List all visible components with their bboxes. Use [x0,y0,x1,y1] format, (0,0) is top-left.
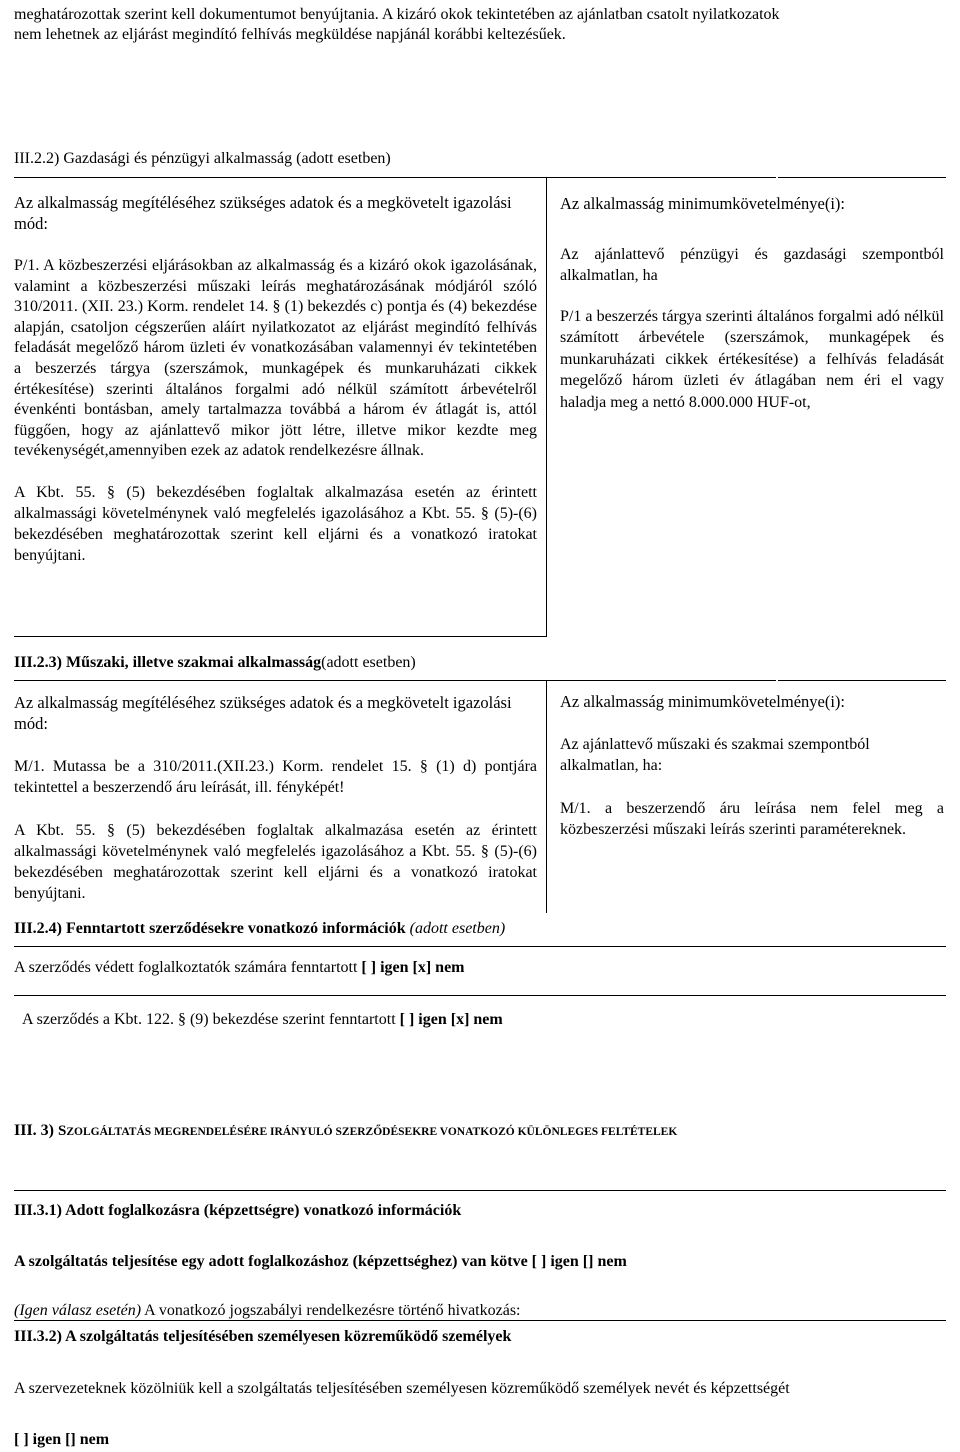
table-322-left-cell [14,192,537,566]
323-right-intro: Az ajánlattevő műszaki és szakmai szempontból alkalmatlan, ha: [560,736,870,774]
heading-324-title: III.2.4) Fenntartott szerződésekre vonatkozó információk [14,920,406,937]
table-323-top-left-rule [14,680,776,681]
note-331 [14,1301,521,1321]
section-33-rule [14,1190,946,1191]
line-331: A szolgáltatás teljesítése egy adott foglalkozáshoz (képzettséghez) van kötve [ ] igen [] nem [14,1253,627,1270]
note-331-italic: (Igen válasz esetén) [14,1302,142,1319]
section-heading-322 [14,149,391,169]
reserved-line-2-text: A szerződés a Kbt. 122. § (9) bekezdése szerint fenntartott [22,1011,396,1028]
reserved-line-1-text: A szerződés védett foglalkoztatók számára fenntartott [14,959,358,976]
322-right-intro: Az ajánlattevő pénzügyi és gazdasági szempontból alkalmatlan, ha [560,246,944,284]
line-332: A szervezeteknek közölniük kell a szolgáltatás teljesítésében személyesen közreműködő személyek nevét és képzettségét [14,1380,790,1397]
323-right-header: Az alkalmasság minimumkövetelménye(i): [560,692,846,711]
section-324-rule [14,946,946,947]
heading-323-title: III.2.3) Műszaki, illetve szakmai alkalmasság [14,654,322,671]
heading-322-note: (adott esetben) [296,150,391,167]
table-322-bottom-rule [14,636,546,637]
323-right-body: M/1. a beszerzendő áru leírása nem felel meg a közbeszerzési műszaki leírás szerinti paramétereknek. [560,800,944,838]
table-322-top-left-rule [14,177,776,178]
heading-33-rest: ZOLGÁLTATÁS MEGRENDELÉSÉRE IRÁNYULÓ SZERZŐDÉSEKRE VONATKOZÓ KÜLÖNLEGES FELTÉTELEK [66,1126,678,1138]
322-left-kbt: A Kbt. 55. § (5) bekezdésében foglaltak alkalmazása esetén az érintett alkalmassági követelménynek való megfelelés igazolásához a Kbt. 55. § (5)-(6) bekezdésében meghatározottak szerint kell eljárni és a vonatkozó iratokat benyújtani. [14,483,537,564]
323-left-body: M/1. Mutassa be a 310/2011.(XII.23.) Korm. rendelet 15. § (1) d) pontjára tekintettel a beszerzendő áru leírását, ill. fényképét! [14,758,537,796]
reserved-line-1-choice: [ ] igen [x] nem [361,959,465,976]
note-331-rest: A vonatkozó jogszabályi rendelkezésre történő hivatkozás: [141,1302,521,1319]
heading-323-note: (adott esetben) [321,654,416,671]
322-left-body: P/1. A közbeszerzési eljárásokban az alkalmasság és a kizáró okok igazolásának, valamint a közbeszerzési műszaki leírás meghatározásának módjáról szóló 310/2011. (XII. 23.) Korm. rendelet 14. § (1) bekezdés c) pontja és (4) bekezdése alapján, csatoljon cégszerűen aláírt nyilatkozatot az eljárást megindító felhívás feladását megelőző három üzleti év vonatkozásában valamennyi év tekintetében a beszerzés tárgya (szerszámok, munkagépek és munkaruházati cikkek értékesítése) szerinti általános forgalmi adó nélkül számított árbevételről évenkénti bontásban, amely tartalmazza továbbá a három év átlagát is, attól függően, hogy az ajánlattevő mikor jött létre, illetve mikor kezdte meg tevékenységét,amennyiben ezek az adatok rendelkezésre állnak. [14,257,537,460]
322-left-header: Az alkalmasság megítéléséhez szükséges adatok és a megkövetelt igazolási mód: [14,193,512,233]
heading-332: III.3.2) A szolgáltatás teljesítésében személyesen közreműködő személyek [14,1328,512,1345]
table-323-divider [546,681,547,913]
heading-33-prefix: III. 3) [14,1122,59,1139]
intro-line-1: meghatározottak szerint kell dokumentumot benyújtania. A kizáró okok tekintetében az ajánlatban csatolt nyilatkozatok [14,6,780,23]
section-331-bottom-rule [14,1320,946,1321]
322-right-header: Az alkalmasság minimumkövetelménye(i): [560,194,846,213]
323-left-header: Az alkalmasság megítéléséhez szükséges adatok és a megkövetelt igazolási mód: [14,693,512,733]
table-323-right-cell [560,692,944,840]
reserved-line-1 [14,958,465,978]
section-324-rule-2 [14,995,946,996]
section-heading-33 [14,1121,677,1142]
section-heading-323 [14,653,416,673]
intro-line-2: nem lehetnek az eljárást megindító felhívás megküldése napjánál korábbi keltezésűek. [14,26,566,43]
section-heading-324 [14,919,505,939]
reserved-line-2-choice: [ ] igen [x] nem [399,1011,503,1028]
heading-322-title: III.2.2) Gazdasági és pénzügyi alkalmasság [14,150,293,167]
table-323-left-cell [14,692,537,904]
heading-33-cap: S [58,1123,67,1139]
reserved-line-2 [22,1010,503,1030]
table-322-divider [546,178,547,637]
323-left-kbt: A Kbt. 55. § (5) bekezdésében foglaltak alkalmazása esetén az érintett alkalmassági követelménynek való megfelelés igazolásához a Kbt. 55. § (5)-(6) bekezdésében meghatározottak szerint kell eljárni és a vonatkozó iratokat benyújtani. [14,822,537,902]
table-323-top-right-rule [778,680,946,681]
heading-324-note: (adott esetben) [409,920,506,937]
answer-332: [ ] igen [] nem [14,1431,110,1448]
322-right-body: P/1 a beszerzés tárgya szerinti általános forgalmi adó nélkül számított árbevétele (szerszámok, munkagépek és munkaruházati cikkek értékesítése) a felhívás feladását megelőző három üzleti év átlagában nem éri el vagy haladja meg a nettó 8.000.000 HUF-ot, [560,308,944,411]
table-322-top-right-rule [778,177,946,178]
table-322-right-cell [560,194,944,413]
heading-331: III.3.1) Adott foglalkozásra (képzettségre) vonatkozó információk [14,1202,462,1219]
intro-text [14,5,954,45]
